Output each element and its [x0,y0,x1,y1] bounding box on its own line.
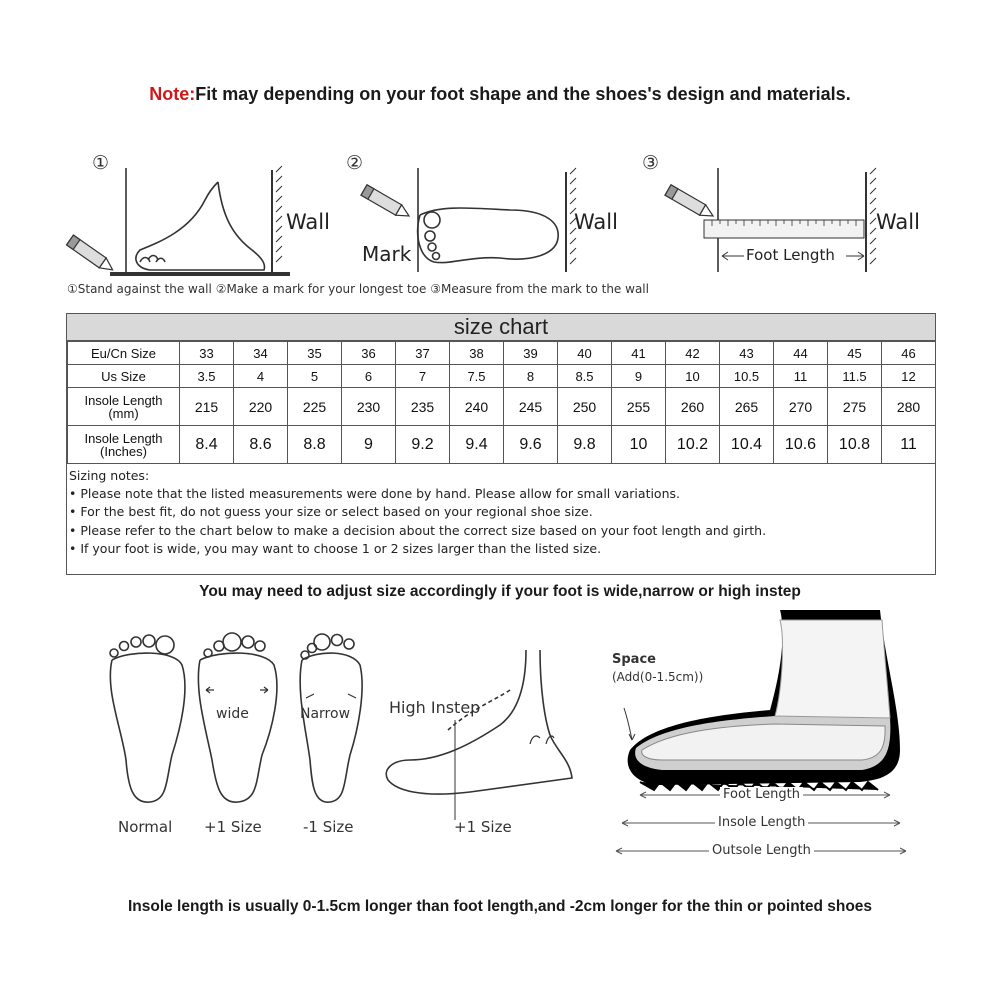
table-cell: 9.4 [450,426,504,464]
step-1-drawing [110,166,290,274]
table-cell: 41 [612,342,666,365]
step-3-number: ③ [642,152,660,174]
space-sub-label: (Add(0-1.5cm)) [612,670,704,684]
table-cell: 10.5 [720,365,774,388]
caption-step-1: ①Stand against the wall [67,282,212,296]
table-cell: 35 [288,342,342,365]
table-cell: 4 [234,365,288,388]
table-cell: 10.8 [828,426,882,464]
foot-length-label: Foot Length [720,787,803,802]
normal-foot-drawing [110,635,185,802]
insole-length-label: Insole Length [715,815,808,830]
sizing-notes-title: Sizing notes: [69,468,150,483]
table-cell: 12 [882,365,936,388]
table-cell: 38 [450,342,504,365]
table-cell: 37 [396,342,450,365]
sizing-notes [69,467,766,558]
table-cell: 9 [612,365,666,388]
table-cell: 9 [342,426,396,464]
table-cell: 270 [774,388,828,426]
row-header-us: Us Size [68,365,180,388]
outsole-length-label: Outsole Length [709,843,814,858]
table-cell: 7 [396,365,450,388]
insole-inches-row [68,426,936,464]
eu-size-row [68,342,936,365]
row-header-eu: Eu/Cn Size [68,342,180,365]
shoe-drawing [624,610,900,790]
step-captions [67,282,649,296]
table-cell: 9.6 [504,426,558,464]
pencil-icon [361,185,412,221]
row-header-insole-mm: Insole Length (mm) [68,388,180,426]
narrow-label: Narrow [300,706,351,722]
table-cell: 10.2 [666,426,720,464]
narrow-caption: -1 Size [303,818,354,836]
note-prefix: Note: [149,84,196,104]
table-cell: 250 [558,388,612,426]
shoe-cross-section-illustration [600,600,930,880]
table-cell: 10.6 [774,426,828,464]
table-cell: 215 [180,388,234,426]
sizing-note-item: • If your foot is wide, you may want to choose 1 or 2 sizes larger than the listed size. [69,540,602,556]
table-cell: 46 [882,342,936,365]
size-chart-table [67,341,936,464]
table-cell: 45 [828,342,882,365]
table-cell: 39 [504,342,558,365]
pencil-icon [67,235,116,275]
table-cell: 3.5 [180,365,234,388]
table-cell: 8.4 [180,426,234,464]
step-2-mark-label: Mark [362,242,412,266]
wide-label: wide [216,706,249,722]
table-cell: 220 [234,388,288,426]
high-instep-caption: +1 Size [454,818,512,836]
insole-mm-row [68,388,936,426]
row-header-insole-inches: Insole Length (Inches) [68,426,180,464]
step-1-number: ① [92,152,110,174]
table-cell: 34 [234,342,288,365]
table-cell: 10 [666,365,720,388]
table-cell: 230 [342,388,396,426]
step-2-drawing [418,168,576,272]
table-cell: 275 [828,388,882,426]
pencil-icon [665,185,716,221]
normal-caption: Normal [118,818,173,836]
caption-step-2: ②Make a mark for your longest toe [215,282,427,296]
measuring-steps-illustration [0,0,1000,300]
table-cell: 33 [180,342,234,365]
caption-step-3: ③Measure from the mark to the wall [430,282,649,296]
high-instep-foot-drawing [386,650,572,820]
table-cell: 42 [666,342,720,365]
table-cell: 8 [504,365,558,388]
table-cell: 265 [720,388,774,426]
space-label: Space [612,652,656,667]
table-cell: 8.8 [288,426,342,464]
table-cell: 43 [720,342,774,365]
sizing-note-item: • Please refer to the chart below to make a decision about the correct size based on your foot length and girth. [69,522,767,538]
adjust-size-heading: You may need to adjust size accordingly if your foot is wide,narrow or high instep [199,583,801,600]
table-cell: 6 [342,365,396,388]
table-cell: 235 [396,388,450,426]
step-2-number: ② [346,152,364,174]
table-cell: 40 [558,342,612,365]
table-cell: 8.6 [234,426,288,464]
step-3-foot-length-label: Foot Length [746,246,835,264]
table-cell: 8.5 [558,365,612,388]
table-cell: 9.8 [558,426,612,464]
table-cell: 11.5 [828,365,882,388]
size-chart-title: size chart [67,314,935,341]
table-cell: 44 [774,342,828,365]
table-cell: 7.5 [450,365,504,388]
table-cell: 10.4 [720,426,774,464]
note-body: Fit may depending on your foot shape and the shoes's design and materials. [195,84,851,104]
table-cell: 10 [612,426,666,464]
table-cell: 11 [774,365,828,388]
sizing-note-item: • For the best fit, do not guess your size or select based on your regional shoe size. [69,504,593,520]
table-cell: 9.2 [396,426,450,464]
step-1-wall-label: Wall [286,210,330,234]
table-cell: 5 [288,365,342,388]
table-cell: 280 [882,388,936,426]
table-cell: 260 [666,388,720,426]
us-size-row [68,365,936,388]
table-cell: 36 [342,342,396,365]
step-3-wall-label: Wall [876,210,920,234]
sizing-note-item: • Please note that the listed measurements were done by hand. Please allow for small variations. [69,486,680,502]
step-2-wall-label: Wall [574,210,618,234]
table-cell: 11 [882,426,936,464]
table-cell: 240 [450,388,504,426]
wide-caption: +1 Size [204,818,262,836]
bottom-note: Insole length is usually 0-1.5cm longer than foot length,and -2cm longer for the thin or pointed shoes [127,898,873,915]
high-instep-label: High Instep [389,698,481,717]
table-cell: 245 [504,388,558,426]
table-cell: 225 [288,388,342,426]
table-cell: 255 [612,388,666,426]
